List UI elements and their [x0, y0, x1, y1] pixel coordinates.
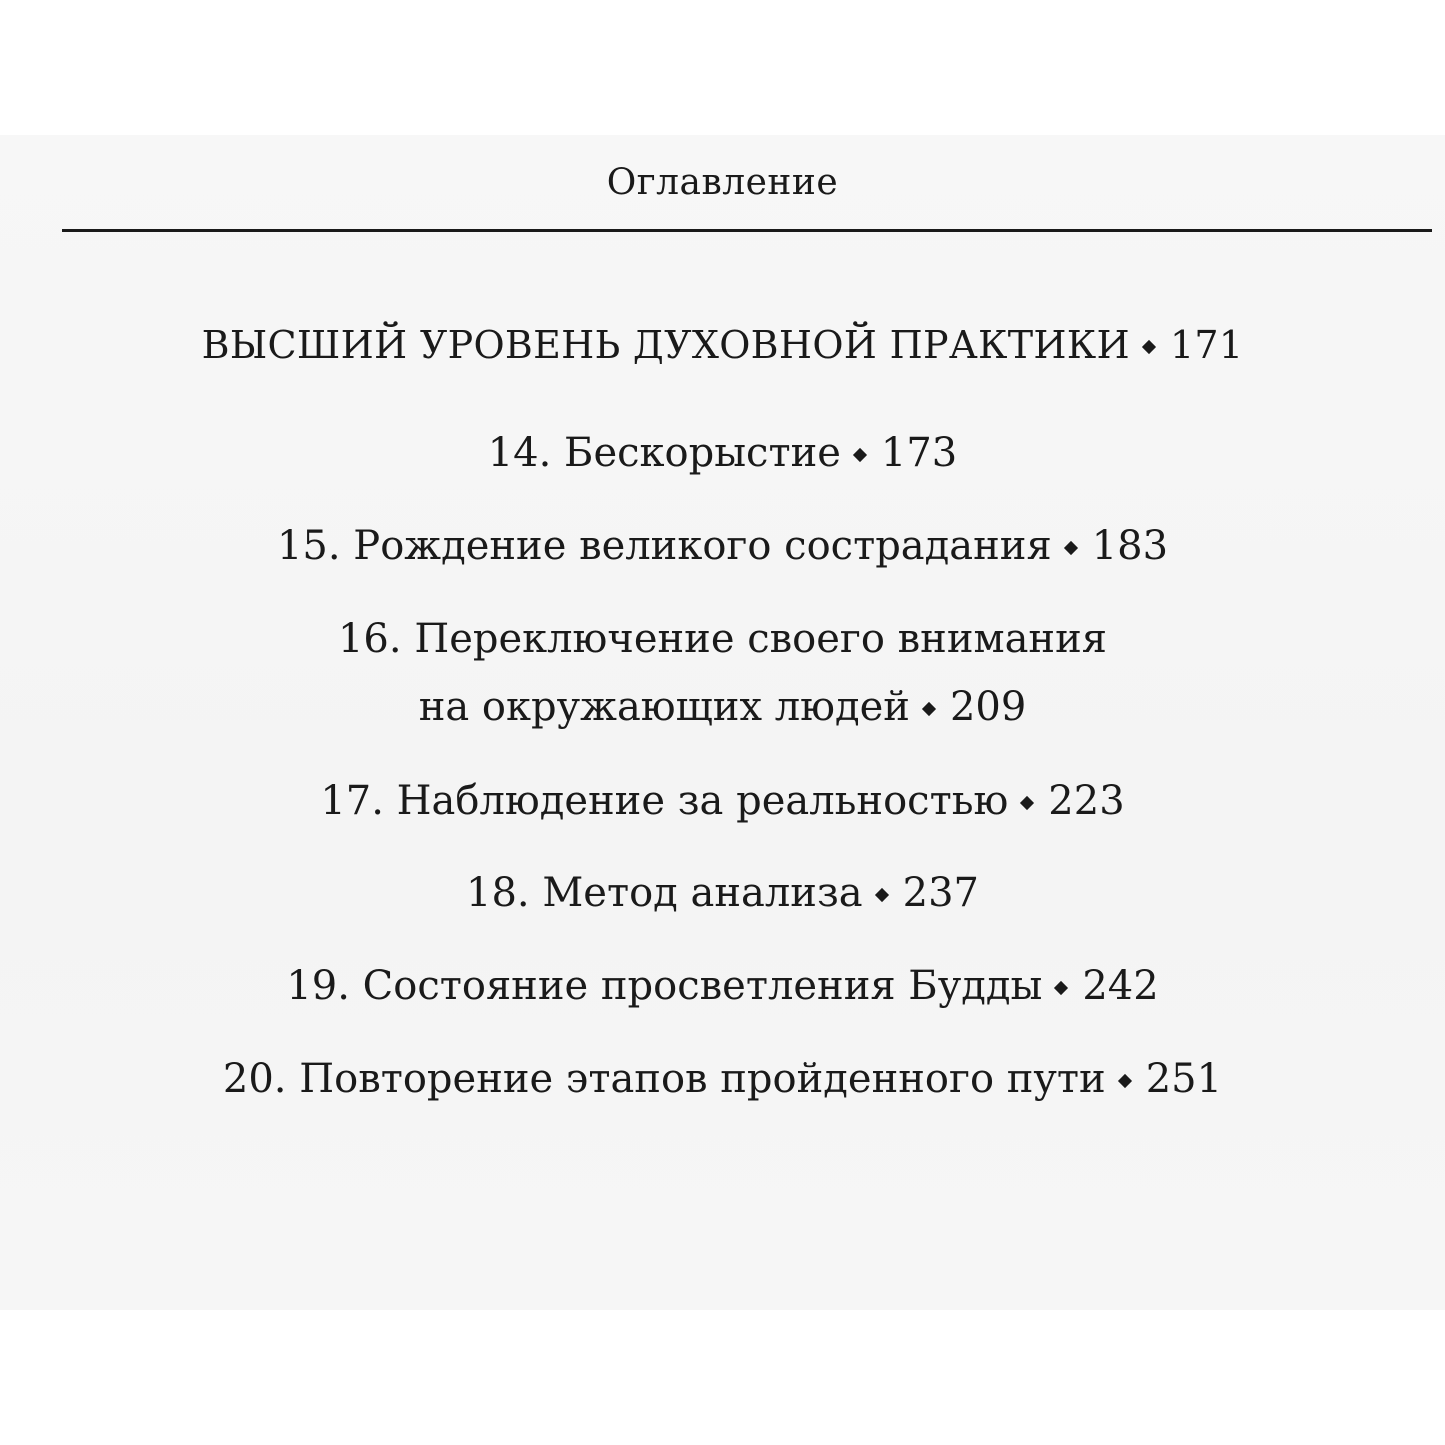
- toc-entry: [0, 864, 1445, 922]
- toc-entry-page: 173: [880, 430, 958, 476]
- toc-entry-line-2: [0, 678, 1445, 736]
- toc-entry-page: 242: [1082, 963, 1159, 1009]
- toc-entry: [0, 957, 1445, 1015]
- toc-entry-title: 18. Метод анализа: [466, 870, 863, 916]
- toc-part-entry: [0, 316, 1445, 374]
- toc-part-page: 171: [1169, 323, 1244, 367]
- toc-entry: [0, 1050, 1445, 1108]
- toc-entry-title: 16. Переключение своего внимания: [337, 616, 1107, 662]
- toc-entry: [0, 424, 1445, 482]
- toc-entry-line-1: [0, 610, 1445, 668]
- diamond-icon: [922, 702, 936, 716]
- toc-entry-title: 17. Наблюдение за реальностью: [320, 778, 1009, 824]
- toc-entry-page: 223: [1048, 778, 1125, 824]
- diamond-icon: [1142, 340, 1156, 354]
- toc-entry-title-continued: на окружающих людей: [418, 684, 910, 730]
- toc-entry-title: 14. Бескорыстие: [487, 430, 841, 476]
- toc-entry-title: 20. Повторение этапов пройденного пути: [222, 1056, 1106, 1102]
- toc-entry: [0, 517, 1445, 575]
- toc-entry: [0, 772, 1445, 830]
- toc-entry-page: 237: [902, 870, 979, 916]
- running-title: Оглавление: [606, 162, 839, 203]
- toc-entry-title: 19. Состояние просветления Будды: [286, 963, 1043, 1009]
- diamond-icon: [1064, 541, 1078, 555]
- toc-entry-page: 251: [1145, 1056, 1223, 1102]
- diamond-icon: [875, 888, 889, 902]
- toc-entry-page: 209: [949, 684, 1027, 730]
- diamond-icon: [1118, 1074, 1132, 1088]
- diamond-icon: [1054, 981, 1068, 995]
- toc-part-title: ВЫСШИЙ УРОВЕНЬ ДУХОВНОЙ ПРАКТИКИ: [201, 323, 1130, 367]
- toc-entry-page: 183: [1091, 523, 1169, 569]
- toc-entry-title: 15. Рождение великого сострадания: [276, 523, 1052, 569]
- diamond-icon: [1020, 796, 1034, 810]
- header-rule: [62, 229, 1432, 232]
- diamond-icon: [853, 448, 867, 462]
